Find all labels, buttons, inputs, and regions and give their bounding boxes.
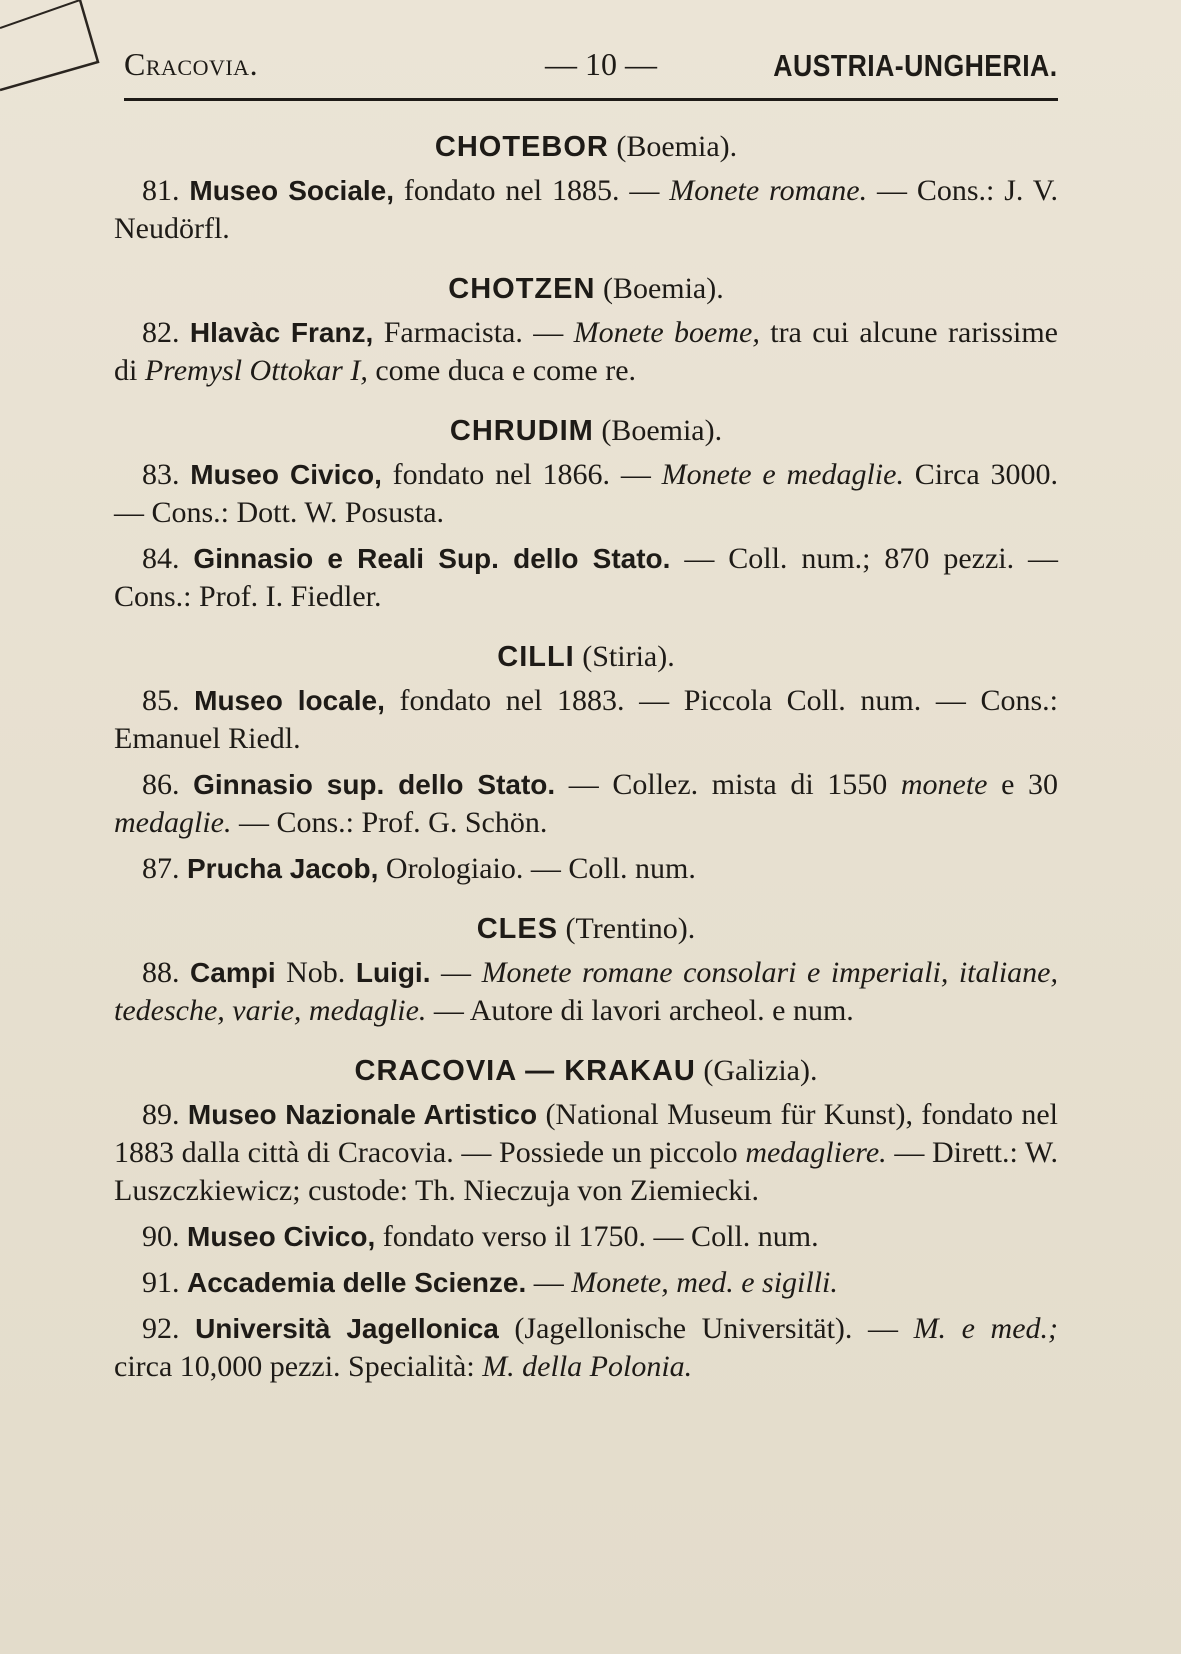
- city-name: CHOTZEN: [448, 273, 596, 305]
- entry-number: 85.: [142, 684, 195, 717]
- entry-number: 87.: [142, 852, 187, 885]
- entry-text: circa 10,000 pezzi. Specialità:: [114, 1350, 483, 1383]
- catalog-entry: [114, 682, 1058, 758]
- catalog-entry: [114, 172, 1058, 248]
- entry-text: — Dirett.: W. Luszczkiewicz; custode: Th. Nieczuja von Ziemiecki.: [114, 1136, 1058, 1207]
- entry-number: 81.: [142, 174, 190, 207]
- page-number: — 10 —: [545, 46, 657, 82]
- city-region: (Boemia).: [595, 272, 724, 305]
- entry-name: Università Jagellonica: [195, 1313, 499, 1344]
- entry-text: — Coll. num.; 870 pezzi. — Cons.: Prof. I. Fiedler.: [114, 542, 1059, 613]
- city-region: (Boemia).: [593, 414, 723, 447]
- entry-name: Museo Civico,: [190, 459, 382, 490]
- entry-text: tra cui alcune rarissime di: [114, 316, 1058, 387]
- entry-number: 86.: [142, 768, 194, 801]
- catalog-entry: [114, 314, 1058, 390]
- city-region: (Galizia).: [695, 1054, 818, 1087]
- entry-name: Prucha Jacob,: [187, 853, 379, 884]
- entry-italic-text: Monete romane consolari e imperiali, italiane, tedesche, varie, medaglie.: [114, 956, 1059, 1027]
- entry-number: 82.: [142, 316, 190, 349]
- entry-number: 89.: [142, 1098, 188, 1131]
- entry-number: 88.: [142, 956, 191, 989]
- running-header: [124, 46, 1058, 94]
- city-name: CLES: [476, 913, 559, 945]
- entry-italic-text: Monete, med. e sigilli.: [571, 1266, 838, 1299]
- entry-name: Luigi.: [355, 957, 431, 988]
- entry-name: Museo Nazionale Artistico: [187, 1099, 538, 1130]
- entry-number: 90.: [142, 1220, 187, 1253]
- entry-number: 91.: [142, 1266, 187, 1299]
- city-heading: [114, 412, 1058, 450]
- entry-text: fondato verso il 1750. — Coll. num.: [375, 1220, 819, 1253]
- entry-name: Campi: [190, 957, 276, 988]
- catalog-entry: [114, 540, 1058, 616]
- city-name: CHOTEBOR: [434, 131, 609, 163]
- city-heading: [114, 910, 1058, 948]
- city-name: CILLI: [497, 641, 575, 673]
- entry-text: Farmacista. —: [373, 316, 574, 349]
- entry-italic-text: monete: [900, 768, 988, 801]
- catalog-entry: [114, 1218, 1058, 1256]
- entry-name: Accademia delle Scienze.: [187, 1267, 527, 1298]
- entry-italic-text: Monete boeme,: [573, 316, 760, 349]
- entry-text: e 30: [987, 768, 1058, 801]
- entry-number: 92.: [142, 1312, 196, 1345]
- city-name: CRACOVIA — KRAKAU: [354, 1055, 696, 1087]
- entry-text: fondato nel 1883. — Piccola Coll. num. — Cons.: Emanuel Riedl.: [114, 684, 1058, 755]
- entry-number: 83.: [142, 458, 191, 491]
- city-region: (Trentino).: [558, 912, 696, 945]
- entry-text: Circa 3000. — Cons.: Dott. W. Posusta.: [114, 458, 1059, 529]
- entry-name: Museo Civico,: [187, 1221, 376, 1252]
- header-country: AUSTRIA-UNGHERIA.: [773, 48, 1058, 83]
- catalog-content: [114, 128, 1058, 1394]
- entry-text: — Cons.: Prof. G. Schön.: [231, 806, 548, 839]
- entry-italic-text: Premysl Ottokar I,: [144, 354, 368, 387]
- entry-text: — Collez. mista di 1550: [555, 768, 901, 801]
- entry-text: fondato nel 1866. —: [381, 458, 662, 491]
- entry-italic-text: Monete e medaglie.: [661, 458, 904, 491]
- catalog-entry: [114, 1264, 1058, 1302]
- catalog-entry: [114, 456, 1058, 532]
- catalog-entry: [114, 954, 1058, 1030]
- city-heading: [114, 1052, 1058, 1090]
- entry-italic-text: medagliere.: [745, 1136, 887, 1169]
- entry-text: —: [430, 956, 482, 989]
- catalog-entry: [114, 766, 1058, 842]
- entry-text: (National Museum für Kunst), fondato nel 1883 dalla città di Cracovia. — Possiede un piccolo: [114, 1098, 1058, 1169]
- city-heading: [114, 128, 1058, 166]
- city-region: (Boemia).: [608, 130, 738, 163]
- folded-corner-mark: [0, 0, 110, 100]
- city-heading: [114, 270, 1058, 308]
- entry-name: Hlavàc Franz,: [189, 317, 374, 348]
- entry-text: —: [526, 1266, 572, 1299]
- entry-name: Museo Sociale,: [189, 175, 395, 206]
- entry-text: come duca e come re.: [367, 354, 637, 387]
- entry-text: — Cons.: J. V. Neudörfl.: [114, 174, 1059, 245]
- entry-number: 84.: [142, 542, 194, 575]
- city-name: CHRUDIM: [449, 415, 594, 447]
- entry-name: Ginnasio sup. dello Stato.: [193, 769, 556, 800]
- entry-name: Museo locale,: [194, 685, 385, 716]
- entry-italic-text: M. e med.;: [913, 1312, 1058, 1345]
- entry-text: (Jagellonische Universität). —: [498, 1312, 914, 1345]
- entry-italic-text: M. della Polonia.: [482, 1350, 693, 1383]
- catalog-entry: [114, 1096, 1058, 1210]
- entry-text: fondato nel 1885. —: [394, 174, 670, 207]
- entry-name: Ginnasio e Reali Sup. dello Stato.: [193, 543, 671, 574]
- city-heading: [114, 638, 1058, 676]
- entry-italic-text: medaglie.: [114, 806, 232, 839]
- entry-text: Orologiaio. — Coll. num.: [378, 852, 696, 885]
- header-rule: [124, 98, 1058, 101]
- city-region: (Stiria).: [574, 640, 675, 673]
- catalog-entry: [114, 1310, 1058, 1386]
- catalog-entry: [114, 850, 1058, 888]
- entry-italic-text: Monete romane.: [669, 174, 868, 207]
- entry-text: Nob.: [275, 956, 356, 989]
- header-city: Cracovia.: [124, 46, 259, 82]
- entry-text: — Autore di lavori archeol. e num.: [426, 994, 854, 1027]
